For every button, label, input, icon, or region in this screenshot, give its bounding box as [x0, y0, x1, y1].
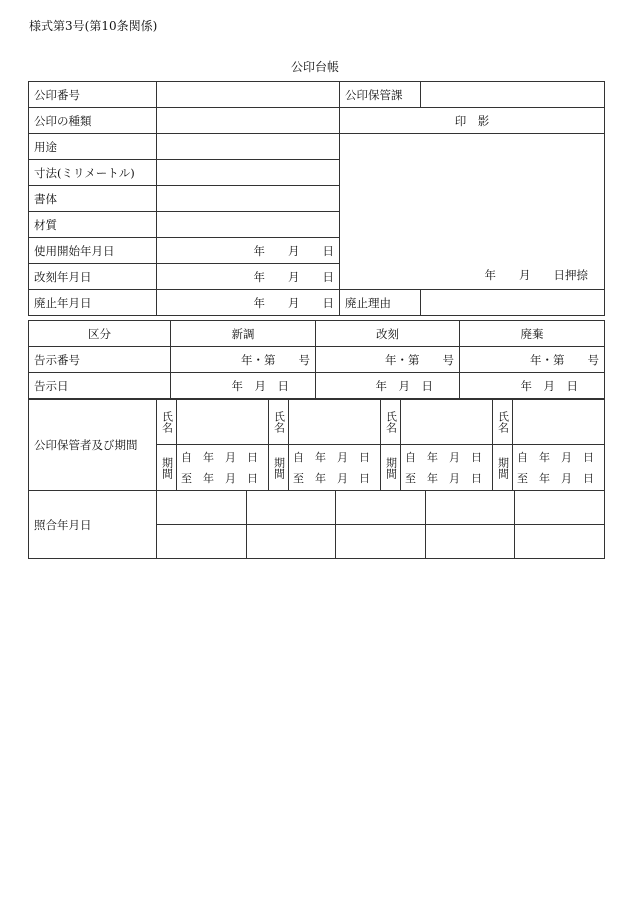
revision-date-field[interactable]: 年 月 日 — [157, 264, 340, 290]
verification-cell-2-1[interactable] — [157, 525, 247, 559]
typeface-field[interactable] — [157, 186, 340, 212]
custodian-label: 公印保管者及び期間 — [29, 400, 157, 491]
form-number: 様式第3号(第10条関係) — [29, 19, 158, 33]
abolish-reason-field[interactable] — [421, 290, 605, 316]
seal-dept-field[interactable] — [421, 82, 605, 108]
purpose-label: 用途 — [29, 134, 157, 160]
name-label-4: 氏名 — [493, 400, 513, 445]
period-label-1: 期間 — [157, 445, 177, 491]
period-field-4[interactable] — [513, 445, 605, 491]
notice-date-revise[interactable]: 年 月 日 — [316, 373, 460, 399]
abolish-date-field[interactable]: 年 月 日 — [157, 290, 340, 316]
notice-number-label: 告示番号 — [29, 347, 171, 373]
abolish-date-label: 廃止年月日 — [29, 290, 157, 316]
period-from: 自 年 月 日 — [181, 450, 258, 464]
seal-number-label: 公印番号 — [29, 82, 157, 108]
verification-cell-2-5[interactable] — [515, 525, 605, 559]
material-field[interactable] — [157, 212, 340, 238]
notice-number-new[interactable]: 年・第 号 — [171, 347, 316, 373]
impression-label: 印 影 — [340, 108, 605, 134]
period-to: 至 年 月 日 — [181, 471, 258, 485]
col-discard: 廃棄 — [460, 321, 605, 347]
verification-cell-1-4[interactable] — [426, 491, 515, 525]
seal-info-table — [28, 81, 605, 316]
seal-dept-label: 公印保管課 — [340, 82, 421, 108]
name-label-3: 氏名 — [381, 400, 401, 445]
start-date-field[interactable]: 年 月 日 — [157, 238, 340, 264]
period-label-2: 期間 — [269, 445, 289, 491]
material-label: 材質 — [29, 212, 157, 238]
name-label-2: 氏名 — [269, 400, 289, 445]
abolish-reason-label: 廃止理由 — [340, 290, 421, 316]
period-field-1[interactable] — [177, 445, 269, 491]
verification-cell-2-3[interactable] — [336, 525, 426, 559]
verification-cell-1-1[interactable] — [157, 491, 247, 525]
verification-cell-1-5[interactable] — [515, 491, 605, 525]
start-date-label: 使用開始年月日 — [29, 238, 157, 264]
period-from: 自 年 月 日 — [293, 450, 370, 464]
revision-date-label: 改刻年月日 — [29, 264, 157, 290]
purpose-field[interactable] — [157, 134, 340, 160]
seal-type-label: 公印の種類 — [29, 108, 157, 134]
col-revise: 改刻 — [316, 321, 460, 347]
period-to: 至 年 月 日 — [517, 471, 594, 485]
name-field-3[interactable] — [401, 400, 493, 445]
notice-number-revise[interactable]: 年・第 号 — [316, 347, 460, 373]
notice-table — [28, 320, 605, 399]
period-from: 自 年 月 日 — [405, 450, 482, 464]
verification-cell-2-2[interactable] — [247, 525, 336, 559]
verification-cell-1-2[interactable] — [247, 491, 336, 525]
period-to: 至 年 月 日 — [293, 471, 370, 485]
name-field-4[interactable] — [513, 400, 605, 445]
name-field-2[interactable] — [289, 400, 381, 445]
name-field-1[interactable] — [177, 400, 269, 445]
period-to: 至 年 月 日 — [405, 471, 482, 485]
custodian-table — [28, 399, 605, 491]
period-label-4: 期間 — [493, 445, 513, 491]
size-label: 寸法(ミリメートル) — [29, 160, 157, 186]
category-label: 区分 — [29, 321, 171, 347]
typeface-label: 書体 — [29, 186, 157, 212]
notice-date-discard[interactable]: 年 月 日 — [460, 373, 605, 399]
size-field[interactable] — [157, 160, 340, 186]
period-from: 自 年 月 日 — [517, 450, 594, 464]
period-label-3: 期間 — [381, 445, 401, 491]
verification-table — [28, 490, 605, 559]
notice-date-new[interactable]: 年 月 日 — [171, 373, 316, 399]
stamp-date: 年 月 日押捺 — [484, 268, 588, 282]
col-new: 新調 — [171, 321, 316, 347]
seal-number-field[interactable] — [157, 82, 340, 108]
period-field-2[interactable] — [289, 445, 381, 491]
name-label-1: 氏名 — [157, 400, 177, 445]
period-field-3[interactable] — [401, 445, 493, 491]
verification-cell-2-4[interactable] — [426, 525, 515, 559]
verification-cell-1-3[interactable] — [336, 491, 426, 525]
notice-date-label: 告示日 — [29, 373, 171, 399]
notice-number-discard[interactable]: 年・第 号 — [460, 347, 605, 373]
verification-label: 照合年月日 — [29, 491, 157, 559]
ledger-title: 公印台帳 — [290, 60, 339, 74]
impression-area[interactable] — [340, 134, 605, 290]
seal-type-field[interactable] — [157, 108, 340, 134]
